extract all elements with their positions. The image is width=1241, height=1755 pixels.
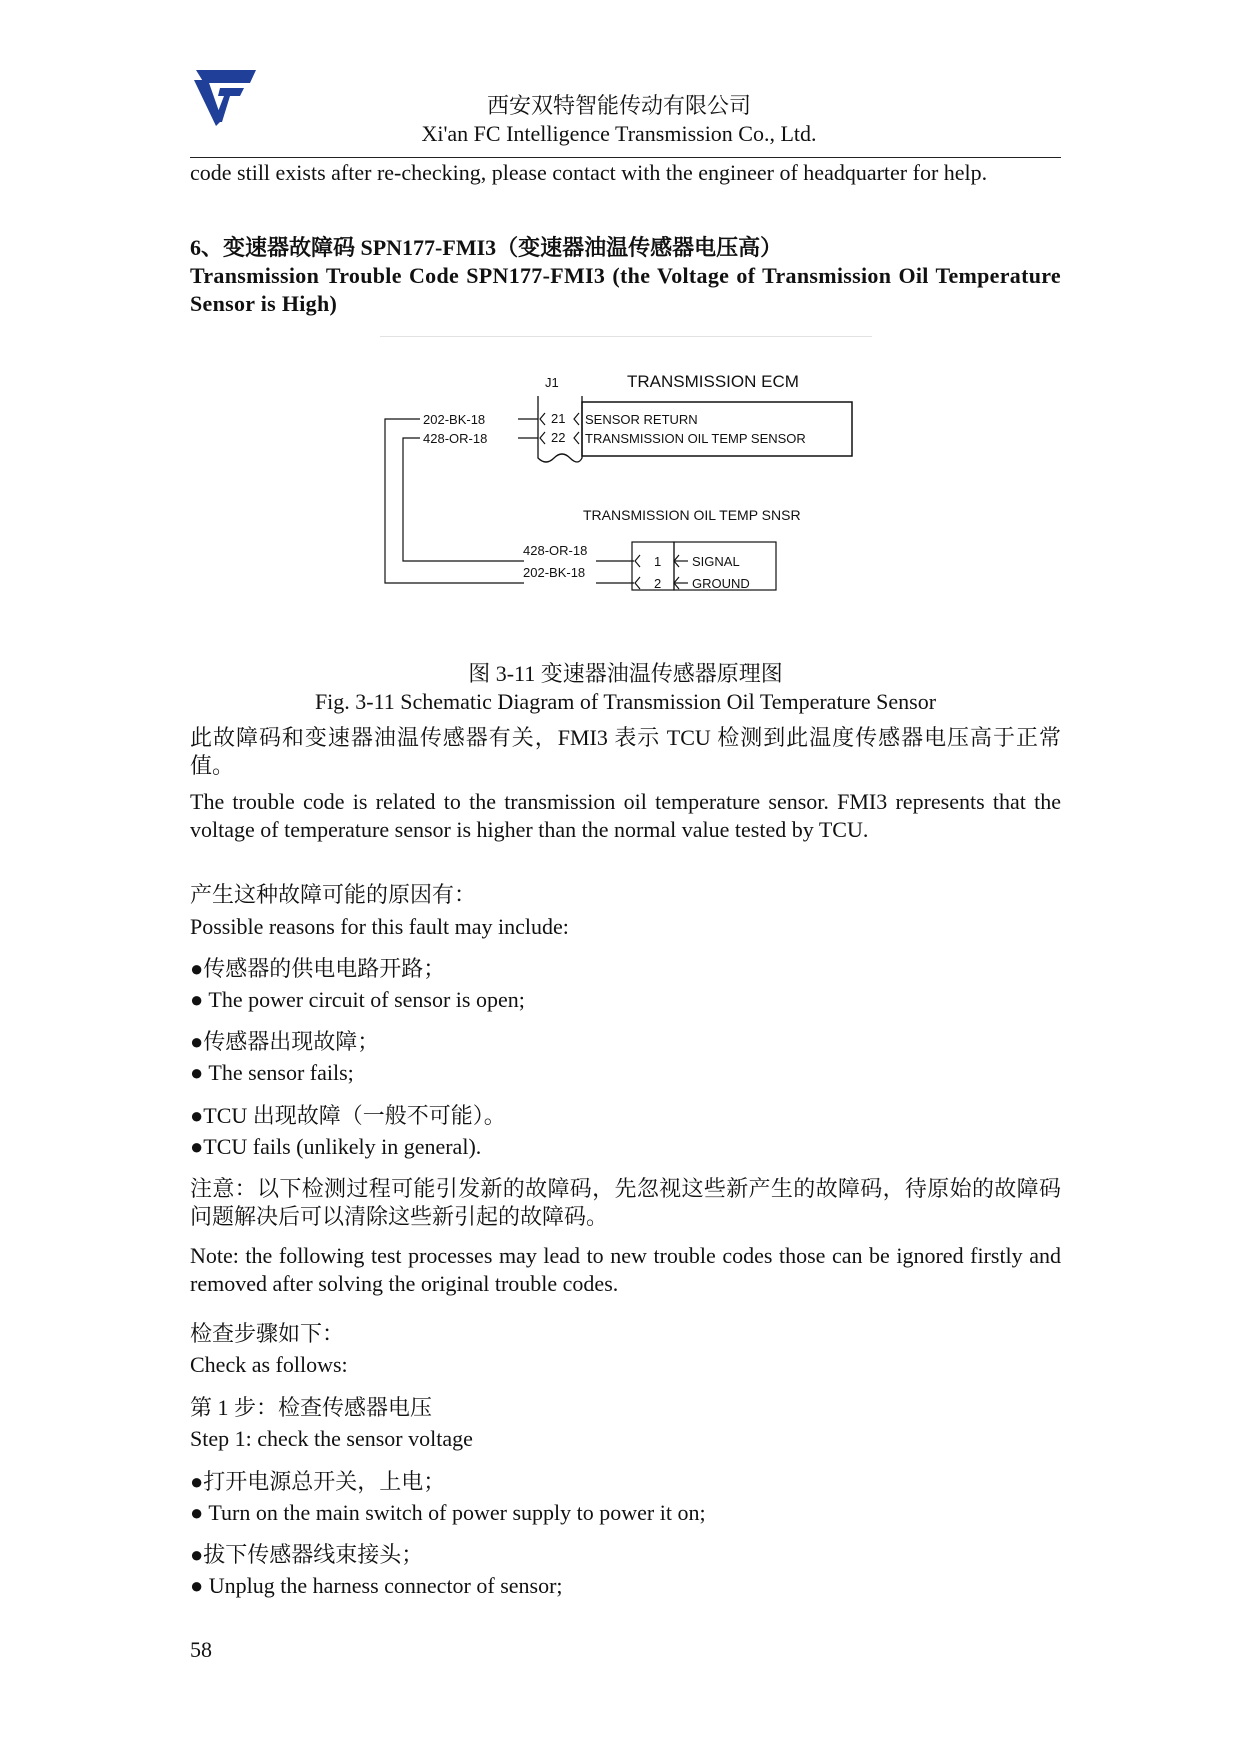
- note-cn: 注意：以下检测过程可能引发新的故障码，先忽视这些新产生的故障码，待原始的故障码问题解决后可以清除这些新引起的故障码。: [190, 1176, 1061, 1229]
- sensor-pin-2: 2: [654, 576, 662, 591]
- header-divider: [190, 157, 1061, 158]
- description-cn: 此故障码和变速器油温传感器有关，FMI3 表示 TCU 检测到此温度传感器电压高于正常值。: [190, 725, 1061, 778]
- check-item-cn: ●打开电源总开关，上电；: [190, 1469, 446, 1494]
- ecm-pin-22: 22: [551, 430, 566, 445]
- ecm-title: TRANSMISSION ECM: [627, 372, 799, 391]
- figure-caption-en: Fig. 3-11 Schematic Diagram of Transmission Oil Temperature Sensor: [314, 689, 937, 714]
- ecm-pin-21: 21: [551, 411, 566, 426]
- ecm-pin-22-name: TRANSMISSION OIL TEMP SENSOR: [585, 431, 806, 446]
- reason-item-en: ● The power circuit of sensor is open;: [190, 987, 525, 1012]
- wiring-diagram: [380, 370, 870, 610]
- reason-item-cn: ●TCU 出现故障（一般不可能）。: [190, 1103, 506, 1128]
- step1-title-cn: 第 1 步：检查传感器电压: [190, 1395, 433, 1420]
- check-heading-cn: 检查步骤如下：: [190, 1321, 345, 1346]
- reason-item-en: ●TCU fails (unlikely in general).: [190, 1134, 482, 1159]
- sensor-pin-1: 1: [654, 554, 662, 569]
- reasons-heading-cn: 产生这种故障可能的原因有：: [190, 882, 477, 907]
- ecm-pin-21-name: SENSOR RETURN: [585, 412, 698, 427]
- sensor-wire-2: 202-BK-18: [523, 565, 586, 580]
- sensor-wire-1: 428-OR-18: [523, 543, 588, 558]
- figure-top-rule: [380, 336, 872, 337]
- check-item-en: ● Turn on the main switch of power supply to power it on;: [190, 1500, 706, 1525]
- check-heading-en: Check as follows:: [190, 1352, 348, 1377]
- sensor-title: TRANSMISSION OIL TEMP SNSR: [583, 507, 801, 523]
- check-item-en: ● Unplug the harness connector of sensor;: [190, 1573, 563, 1598]
- figure-caption-cn: 图 3-11 变速器油温传感器原理图: [468, 661, 783, 686]
- ecm-box: [582, 402, 852, 456]
- wire-428-or-18: [403, 438, 524, 561]
- reason-item-cn: ●传感器的供电电路开路；: [190, 956, 446, 981]
- sensor-pin-2-name: GROUND: [692, 576, 750, 591]
- description-en: The trouble code is related to the transmission oil temperature sensor. FMI3 represents that the voltage of temperature sensor is higher than the normal value tested by TCU.: [190, 789, 1061, 842]
- check-item-cn: ●拔下传感器线束接头；: [190, 1542, 424, 1567]
- note-en: Note: the following test processes may lead to new trouble codes those can be ignored firstly and removed after solving the original trouble codes.: [190, 1243, 1061, 1296]
- reasons-heading-en: Possible reasons for this fault may include:: [190, 914, 569, 939]
- page-number: 58: [190, 1637, 212, 1662]
- ecm-wire-21: 202-BK-18: [423, 412, 486, 427]
- reason-item-en: ● The sensor fails;: [190, 1060, 354, 1085]
- company-name-en: Xi'an FC Intelligence Transmission Co., Ltd.: [421, 121, 817, 146]
- connector-j1-outline: [538, 396, 582, 462]
- company-logo-icon: [190, 66, 260, 130]
- section-title-cn: 6、变速器故障码 SPN177-FMI3（变速器油温传感器电压高）: [190, 235, 783, 260]
- reason-item-cn: ●传感器出现故障；: [190, 1029, 380, 1054]
- company-name-cn: 西安双特智能传动有限公司: [486, 93, 751, 118]
- section-title-en: Transmission Trouble Code SPN177-FMI3 (the Voltage of Transmission Oil Temperature Sensor is High): [190, 263, 1061, 316]
- ecm-wire-22: 428-OR-18: [423, 431, 488, 446]
- sensor-connector: [632, 542, 674, 590]
- intro-continuation: code still exists after re-checking, please contact with the engineer of headquarter for help.: [190, 160, 988, 185]
- sensor-pin-1-name: SIGNAL: [692, 554, 740, 569]
- connector-label: J1: [545, 375, 559, 390]
- step1-title-en: Step 1: check the sensor voltage: [190, 1426, 473, 1451]
